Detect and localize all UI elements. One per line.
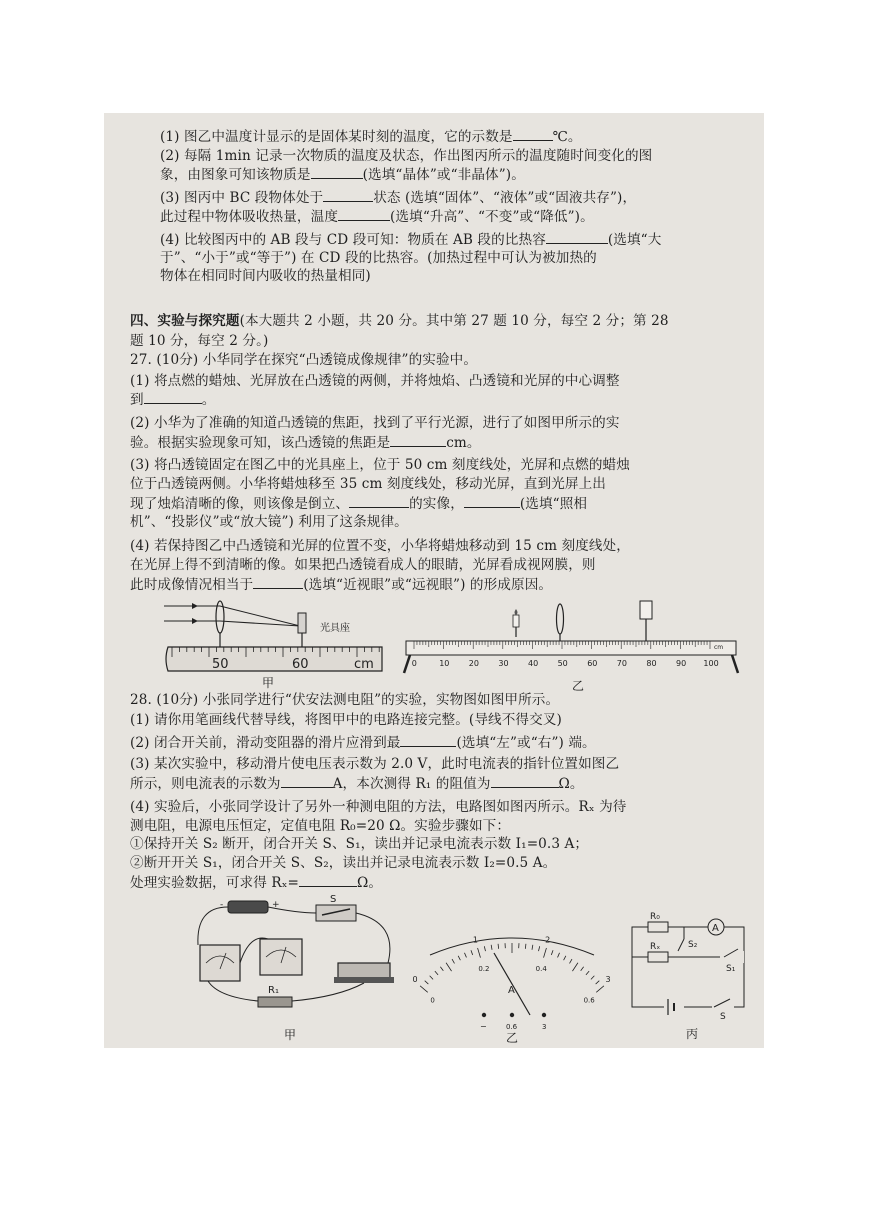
text-line-q27-3a: (3) 将凸透镜固定在图乙中的光具座上，位于 50 cm 刻度线处，光屏和点燃的蜡烛 [130,457,630,473]
text-line-q28-4e [130,873,382,892]
bench-tick-label: 60 [587,659,598,668]
dial-tick [581,967,584,971]
answer-blank[interactable] [144,390,202,404]
dial-tick [464,953,466,958]
text-segment: cm。 [446,435,481,451]
bench-unit-cm: cm [714,644,724,651]
dial-top-label: 0 [412,975,418,985]
text-segment: 处理实验数据，可求得 Rₓ= [130,875,300,891]
text-segment: (1) 图乙中温度计显示的是固体某时刻的温度，它的示数是 [160,129,513,145]
answer-blank[interactable] [299,873,357,887]
text-segment: Ω。 [357,875,383,891]
text-segment: 的实像， [409,496,464,512]
terminal-3: 3 [542,1023,547,1031]
text-line-q26-4c: 物体在相同时间内吸收的热量相同) [160,268,371,284]
bench-tick-label: 40 [528,659,539,668]
text-segment: 到 [130,392,144,408]
answer-blank[interactable] [349,494,409,508]
label-S2: S₂ [688,940,698,950]
text-line-q26-3b [160,207,594,226]
dial-top-label: 2 [545,935,551,945]
text-segment: Ω。 [558,776,584,792]
dial-tick [596,981,600,984]
text-line-q26-3a [160,188,636,207]
section-4-note-2: 题 10 分，每空 2 分。) [130,333,269,349]
text-segment: 此时成像情况相当于 [130,577,254,593]
label-R0: R₀ [650,912,660,922]
answer-blank[interactable] [491,774,559,788]
bench-tick-label: 70 [616,659,627,668]
battery-plus: + [272,900,280,910]
unit-cm: cm [354,657,374,672]
dial-tick [564,956,566,960]
text-line-q26-1 [160,127,582,146]
answer-blank[interactable] [513,127,553,141]
text-segment: (选填“晶体”或“非晶体”)。 [362,167,525,183]
dial-tick [478,948,481,958]
text-line-q27-3d: 机”、“投影仪”或“放大镜”) 利用了这条规律。 [130,514,408,530]
dial-unit-A: A [508,985,515,996]
exam-page-photo [104,113,764,1048]
bench-tick-label: 50 [557,659,568,668]
text-segment: (选填“近视眼”或“远视眼”) 的形成原因。 [303,577,553,593]
text-line-q26-4a [160,230,661,249]
answer-blank[interactable] [390,433,446,447]
dial-tick [591,976,594,980]
bench-tick-label: 100 [703,659,719,668]
dial-tick [532,945,533,950]
dial-tick [551,950,553,955]
text-line-q28-h: 28. (10分) 小张同学进行“伏安法测电阻”的实验，实物图如图甲所示。 [130,692,560,708]
bench-tick-label: 0 [411,659,417,668]
section-4-title: 四、实验与探究题 [130,313,240,329]
bench-tick-label: 30 [498,659,509,668]
answer-blank[interactable] [546,230,608,244]
section-4-note: (本大题共 2 小题，共 20 分。其中第 27 题 10 分，每空 2 分；第 28 [239,313,669,329]
bench-tick-label: 20 [468,659,479,668]
dial-tick [420,986,428,992]
dial-tick [586,971,589,975]
text-line-q27-1b [130,390,215,409]
text-line-q26-4b: 于”、“小于”或“等于”) 在 CD 段的比热容。(加热过程中可认为被加热的 [160,250,597,266]
text-line-q28-4d: ②断开开关 S₁，闭合开关 S、S₂，读出并记录电流表示数 I₂=0.5 A。 [130,855,557,871]
text-segment: (2) 闭合开关前，滑动变阻器的滑片应滑到最 [130,735,401,751]
dial-tick [425,981,429,984]
dial-tick [458,956,460,960]
text-line-q28-2 [130,733,596,752]
text-line-q27-1a: (1) 将点燃的蜡烛、光屏放在凸透镜的两侧，并将烛焰、凸透镜和光屏的中心调整 [130,373,620,389]
optical-bench-label: 光具座 [320,623,350,634]
text-segment: 现了烛焰清晰的像，则该像是倒立、 [130,496,350,512]
dial-tick [491,945,492,950]
bench-tick-label: 90 [676,659,687,668]
text-segment: (4) 比较图丙中的 AB 段与 CD 段可知：物质在 AB 段的比热容 [160,232,546,248]
figure-bing-circuit-diagram [624,911,754,1021]
dial-tick [539,946,540,951]
label-Rx: Rₓ [650,942,661,952]
text-line-q26-2b [160,165,525,184]
answer-blank[interactable] [253,575,303,589]
dial-bottom-label: 0.6 [583,996,595,1005]
text-segment: (选填“升高”、“不变”或“降低”)。 [390,209,594,225]
dial-bottom-label: 0.2 [478,965,490,974]
dial-tick [544,948,547,958]
ammeter-symbol: A [712,923,719,934]
dial-tick [452,959,455,963]
text-line-q27-3b: 位于凸透镜两侧。小华将蜡烛移至 35 cm 刻度线处，移动光屏，直到光屏上出 [130,476,606,492]
text-line-q26-2a: (2) 每隔 1min 记录一次物质的温度及状态，作出图丙所示的温度随时间变化的图 [160,148,653,164]
terminal-0.6: 0.6 [506,1023,518,1031]
dial-top-label: 1 [472,935,478,945]
battery-minus: - [220,900,224,910]
text-line-q28-3a: (3) 某次实验中，移动滑片使电压表示数为 2.0 V，此时电流表的指针位置如图乙 [130,756,620,772]
dial-tick [435,971,438,975]
dial-tick [570,959,573,963]
terminal-minus: − [480,1022,487,1031]
text-line-q27-2b [130,433,481,452]
text-segment: A，本次测得 R₁ 的阻值为 [332,776,491,792]
text-segment: 验。根据实验现象可知，该凸透镜的焦距是 [130,435,391,451]
text-segment: 象，由图象可知该物质是 [160,167,311,183]
resistor-label-R1: R₁ [268,985,279,996]
text-line-q28-4a: (4) 实验后，小张同学设计了另外一种测电阻的方法，电路图如图丙所示。Rₓ 为待 [130,799,627,815]
dial-bottom-label: 0.4 [535,965,547,974]
text-segment: (选填“左”或“右”) 端。 [456,735,596,751]
text-line-q27-4a: (4) 若保持图乙中凸透镜和光屏的位置不变，小华将蜡烛移动到 15 cm 刻度线处， [130,538,630,554]
tick-60: 60 [292,657,309,672]
answer-blank[interactable] [281,774,333,788]
text-segment: ℃。 [552,129,582,145]
bench-tick-label: 10 [439,659,450,668]
text-line-q27-4b: 在光屏上得不到清晰的像。如果把凸透镜看成人的眼睛，光屏看成视网膜，则 [130,557,596,573]
text-line-q28-4b: 测电阻，电源电压恒定，定值电阻 R₀=20 Ω。实验步骤如下： [130,818,511,834]
text-segment: (选填“大 [607,232,662,248]
figure-jia-physical-circuit [188,893,410,1018]
text-line-q28-4c: ①保持开关 S₂ 断开，闭合开关 S、S₁，读出并记录电流表示数 I₁=0.3 A； [130,836,589,852]
answer-blank[interactable] [338,207,390,221]
dial-tick [596,986,604,992]
bench-tick-label: 80 [646,659,657,668]
text-segment: (选填“照相 [519,496,588,512]
dial-tick [430,976,433,980]
label-S1: S₁ [726,964,736,974]
text-line-q27-h: 27. (10分) 小华同学在探究“凸透镜成像规律”的实验中。 [130,352,478,368]
text-line-q27-2a: (2) 小华为了准确的知道凸透镜的焦距，找到了平行光源，进行了如图甲所示的实 [130,415,620,431]
answer-blank[interactable] [464,494,520,508]
dial-tick [440,967,443,971]
text-segment: (3) 图丙中 BC 段物体处于 [160,190,324,206]
text-line-q28-3b [130,774,584,793]
figure-jia-lens-focal-length [162,601,388,673]
tick-50: 50 [212,657,229,672]
caption-jia-27: 甲 [262,676,275,690]
label-S: S [720,1012,726,1022]
dial-tick [498,944,499,949]
text-segment: 。 [201,392,216,408]
caption-yi-28: 乙 [506,1031,519,1045]
dial-tick [572,963,577,971]
figure-yi-optical-bench [400,597,744,677]
caption-bing-28: 丙 [686,1027,699,1041]
switch-label-S: S [330,894,337,905]
text-line-q27-4c [130,575,552,594]
dial-bottom-label: 0 [430,996,435,1005]
text-line-q28-1: (1) 请你用笔画线代替导线，将图甲中的电路连接完整。(导线不得交叉) [130,712,562,728]
caption-yi-27: 乙 [572,679,585,693]
answer-blank[interactable] [400,733,456,747]
caption-jia-28: 甲 [284,1028,297,1042]
text-line-q27-3c [130,494,587,513]
answer-blank[interactable] [311,165,363,179]
dial-top-label: 3 [605,975,611,985]
answer-blank[interactable] [323,188,373,202]
text-segment: 此过程中物体吸收热量，温度 [160,209,339,225]
text-segment: 状态 (选填“固体”、“液体”或“固液共存”)， [373,190,637,206]
text-segment: 所示，则电流表的示数为 [130,776,281,792]
dial-tick [471,950,473,955]
section-4-header [130,312,669,330]
dial-tick [525,944,526,949]
figure-yi-ammeter-dial [412,913,611,1033]
dial-tick [484,946,485,951]
dial-tick [558,953,560,958]
dial-tick [446,963,451,971]
